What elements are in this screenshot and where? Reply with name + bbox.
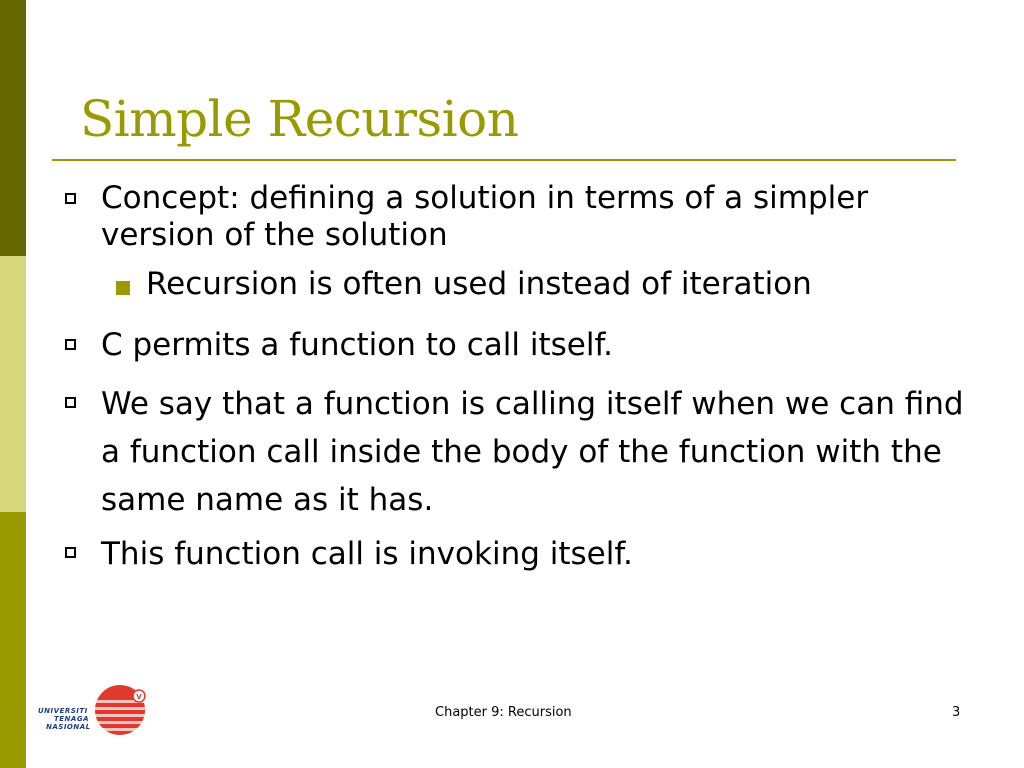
bullet-item-c-permits	[65, 325, 981, 365]
logo-text-line: TENAGA	[54, 715, 89, 723]
bullet-text: This function call is invoking itself.	[101, 536, 633, 572]
svg-text:V: V	[136, 693, 142, 701]
sub-bullet-text: Recursion is often used instead of iteration	[146, 266, 812, 302]
slide-number: 3	[952, 705, 961, 720]
sub-bullet-item	[116, 266, 812, 302]
bullet-item-calling-itself	[65, 380, 981, 524]
university-logo	[36, 683, 151, 738]
hollow-square-bullet-icon	[65, 339, 76, 350]
side-bar-bottom	[0, 512, 26, 768]
bullet-item-concept	[65, 180, 981, 254]
side-bar-top	[0, 0, 26, 256]
slide-title: Simple Recursion	[80, 90, 519, 148]
hollow-square-bullet-icon	[65, 547, 76, 558]
side-bar-middle	[0, 256, 26, 512]
bullet-text: Concept: defining a solution in terms of a simpler version of the solution	[101, 180, 869, 253]
title-underline	[52, 159, 956, 161]
hollow-square-bullet-icon	[65, 193, 76, 204]
bullet-item-invoking-itself	[65, 530, 981, 578]
bullet-text: We say that a function is calling itself when we can find a function call inside the body of the function with the same name as it has.	[101, 386, 964, 518]
hollow-square-bullet-icon	[65, 397, 76, 408]
footer-chapter: Chapter 9: Recursion	[435, 705, 572, 720]
bullet-text: C permits a function to call itself.	[101, 327, 613, 363]
filled-square-bullet-icon	[116, 281, 130, 295]
logo-text-line: UNIVERSITI	[38, 707, 88, 715]
logo-text-line: NASIONAL	[46, 723, 91, 731]
